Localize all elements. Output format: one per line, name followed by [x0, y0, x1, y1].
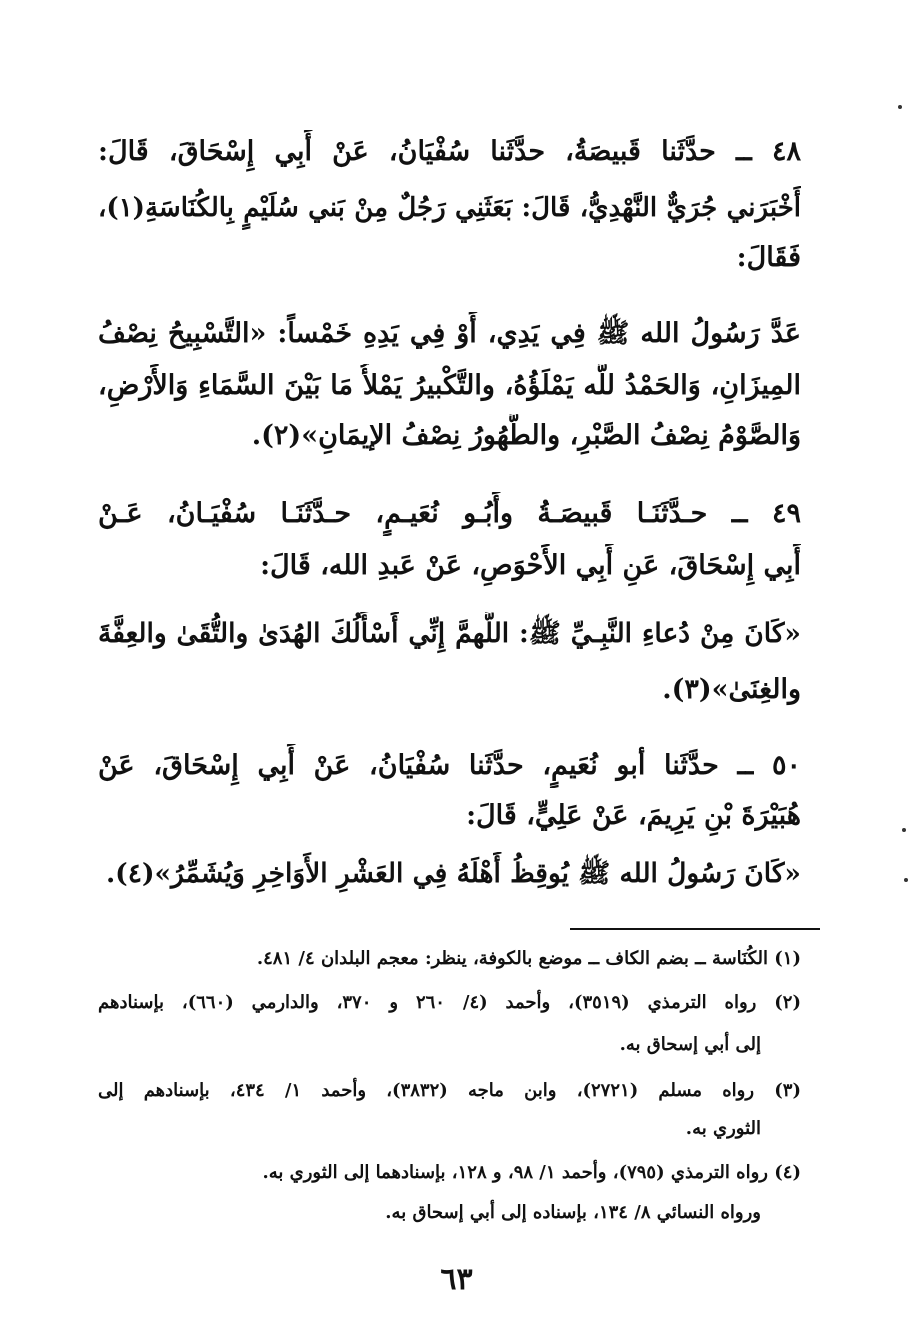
text-line: أَخْبَرَني جُرَيٌّ النَّهْدِيُّ، قَالَ: بَعَثَنِي رَجُلٌ مِنْ بَني سُلَيْمٍ بِالكُنَاسَةِ(١)،: [98, 193, 801, 223]
scan-speck: [898, 105, 902, 109]
page-number: ٦٣: [440, 1262, 473, 1297]
text-line: عَدَّ رَسُولُ الله ﷺ فِي يَدِي، أَوْ فِي يَدِهِ خَمْساً: «التَّسْبِيحُ نِصْفُ: [98, 318, 801, 349]
text-line: ٤٨ ــ حدَّثَنا قَبيصَةُ، حدَّثَنا سُفْيَانُ، عَنْ أَبِي إِسْحَاقَ، قَالَ:: [98, 136, 801, 167]
footnote-line: (٣) رواه مسلم (٢٧٢١)، وابن ماجه (٣٨٣٢)، وأحمد ١/ ٤٣٤، بإسنادهم إلى: [98, 1080, 801, 1101]
footnote-line: (٤) رواه الترمذي (٧٩٥)، وأحمد ١/ ٩٨، و ١٢٨، بإسنادهما إلى الثوري به.: [262, 1162, 801, 1183]
text-line: ٥٠ ــ حدَّثَنا أبو نُعَيمٍ، حدَّثَنا سُفْيَانُ، عَنْ أَبِي إِسْحَاقَ، عَنْ: [98, 750, 801, 781]
text-line: «كَانَ رَسُولُ الله ﷺ يُوقِظُ أَهْلَهُ فِي العَشْرِ الأَوَاخِرِ وَيُشَمِّرُ»(٤).: [105, 858, 801, 889]
text-line: «كَانَ مِنْ دُعاءِ النَّبِـيِّ ﷺ: اللَّهمَّ إِنِّي أَسْأَلُكَ الهُدَىٰ والتُّقَىٰ والعِفَّةَ: [98, 618, 801, 649]
footnote-line: (١) الكُنَاسة ــ بضم الكاف ــ موضع بالكوفة، ينظر: معجم البلدان ٤/ ٤٨١.: [256, 948, 801, 969]
footnote-line: الثوري به.: [685, 1118, 761, 1139]
text-line: أَبِي إِسْحَاقَ، عَنِ أَبِي الأَحْوَصِ، عَنْ عَبدِ الله، قَالَ:: [260, 550, 801, 581]
text-line: المِيزَانِ، وَالحَمْدُ للَّه يَمْلَؤُهُ، والتَّكْبيرُ يَمْلأُ مَا بَيْنَ السَّمَاءِ وَالأَرْضِ،: [98, 370, 801, 401]
text-line: هُبَيْرَةَ بْنِ يَرِيمَ، عَنْ عَلِيٍّ، قَالَ:: [466, 800, 801, 831]
footnote-line: إلى أبي إسحاق به.: [619, 1034, 761, 1055]
footnote-line: ورواه النسائي ٨/ ١٣٤، بإسناده إلى أبي إسحاق به.: [385, 1202, 761, 1223]
text-line: والغِنَىٰ»(٣).: [662, 674, 801, 705]
scan-speck: [904, 878, 908, 882]
text-line: ٤٩ ــ حـدَّثَنَـا قَبيصَـةُ وأَبُـو نُعَيـمٍ، حـدَّثَنَـا سُفْيَـانُ، عَـنْ: [98, 498, 801, 529]
text-line: وَالصَّوْمُ نِصْفُ الصَّبْرِ، والطُّهُورُ نِصْفُ الإيمَانِ»(٢).: [251, 420, 801, 451]
text-line: فَقَالَ:: [736, 242, 801, 273]
footnote-separator: [570, 928, 820, 930]
scan-speck: [902, 828, 906, 832]
footnote-line: (٢) رواه الترمذي (٣٥١٩)، وأحمد (٤/ ٢٦٠ و ٣٧٠، والدارمي (٦٦٠)، بإسنادهم: [98, 992, 801, 1013]
